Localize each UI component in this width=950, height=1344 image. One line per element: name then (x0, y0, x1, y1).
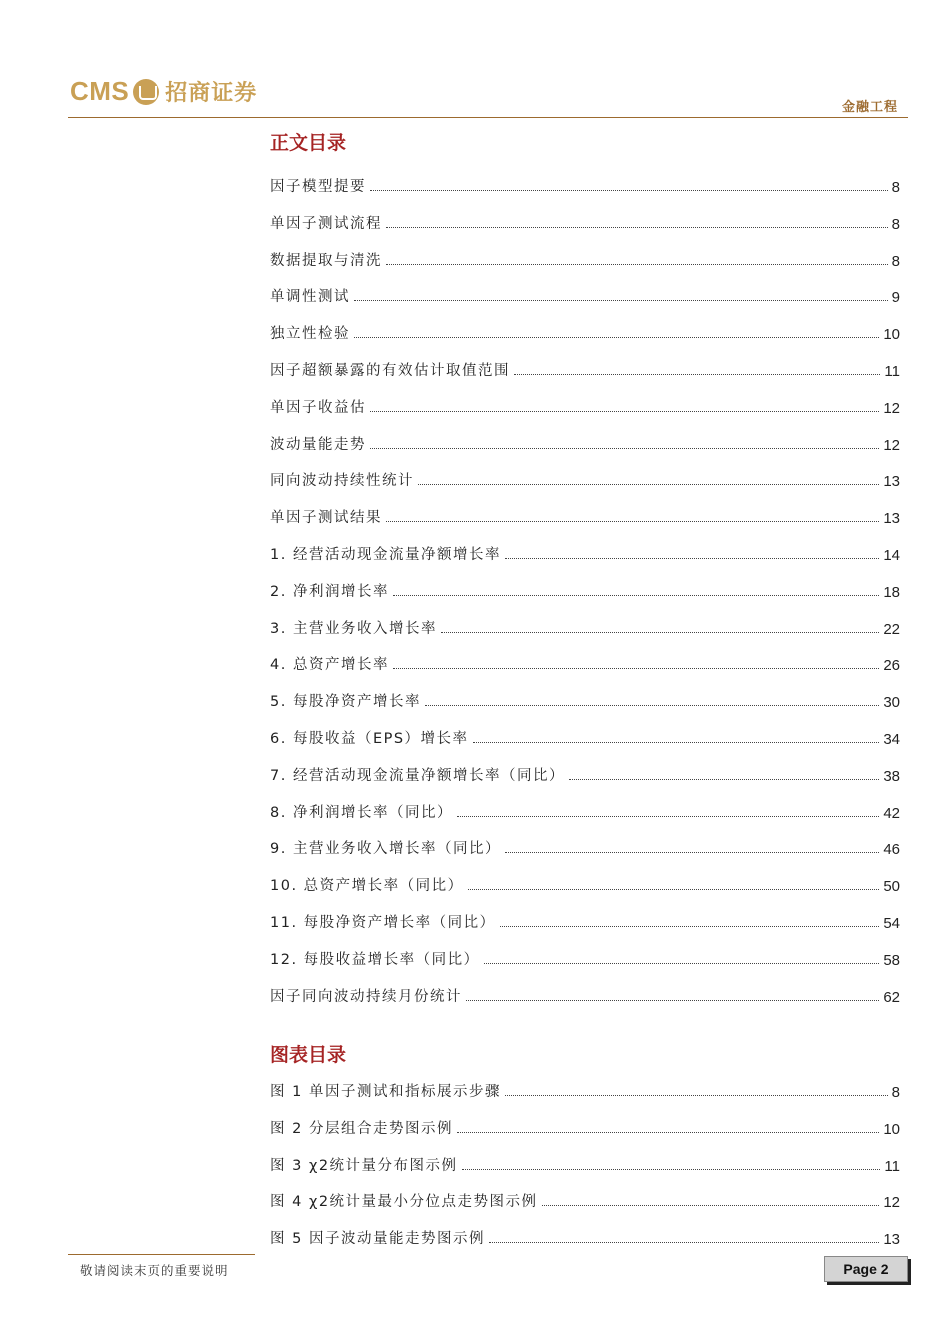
toc-entry-page: 14 (883, 547, 900, 564)
toc-entry-page: 38 (883, 767, 900, 785)
toc-entry[interactable] (270, 544, 900, 564)
toc-entry[interactable] (270, 986, 900, 1006)
toc-entry-label: 图 3 χ2统计量分布图示例 (270, 1157, 458, 1174)
toc-entry-label: 图 4 χ2统计量最小分位点走势图示例 (270, 1194, 538, 1211)
toc-dot-leader (466, 1000, 879, 1001)
toc-entry[interactable] (270, 802, 900, 822)
toc-entry[interactable] (270, 507, 900, 527)
toc-entry-label: 因子超额暴露的有效估计取值范围 (270, 363, 510, 379)
page-number-badge: Page 2 (824, 1256, 908, 1282)
toc-entry-page: 8 (891, 1084, 900, 1101)
toc-entry-page: 46 (883, 841, 900, 859)
toc-entry[interactable] (270, 691, 900, 711)
toc-entry[interactable] (270, 728, 900, 748)
figure-toc-entry[interactable] (270, 1081, 900, 1101)
toc-dot-leader (505, 852, 879, 853)
toc-dot-leader (386, 227, 888, 228)
toc-entry-page: 62 (883, 988, 900, 1006)
toc-entry-label: 5. 每股净资产增长率 (270, 694, 421, 711)
toc-entry[interactable] (270, 949, 900, 969)
toc-dot-leader (505, 1095, 888, 1096)
toc-dot-leader (489, 1242, 879, 1243)
toc-entry-page: 10 (883, 1120, 900, 1138)
toc-entry-label: 波动量能走势 (270, 436, 366, 453)
toc-entry-page: 34 (883, 731, 900, 748)
toc-entry-page: 8 (891, 252, 900, 270)
company-logo (70, 76, 257, 107)
toc-entry-page: 12 (883, 436, 900, 454)
toc-entry-label: 11. 每股净资产增长率（同比） (270, 915, 496, 931)
toc-entry-label: 2. 净利润增长率 (270, 583, 389, 600)
toc-dot-leader (441, 632, 879, 633)
toc-dot-leader (354, 337, 879, 338)
figure-toc-entry[interactable] (270, 1228, 900, 1248)
toc-entry-page: 22 (883, 620, 900, 638)
figure-toc-title: 图表目录 (270, 1044, 347, 1066)
toc-entry-page: 11 (884, 1157, 900, 1175)
toc-dot-leader (386, 264, 888, 265)
toc-entry-page: 50 (883, 878, 900, 896)
toc-entry-page: 11 (884, 363, 900, 380)
toc-entry[interactable] (270, 434, 900, 454)
toc-entry[interactable] (270, 912, 900, 932)
toc-entry-label: 7. 经营活动现金流量净额增长率（同比） (270, 767, 565, 784)
toc-entry[interactable] (270, 765, 900, 785)
disclaimer-note: 敬请阅读末页的重要说明 (80, 1263, 229, 1278)
toc-entry-page: 30 (883, 694, 900, 712)
toc-entry-label: 单因子测试结果 (270, 510, 382, 527)
toc-dot-leader (370, 448, 879, 449)
toc-entry-page: 8 (891, 215, 900, 233)
toc-entry-label: 因子模型提要 (270, 179, 366, 195)
toc-entry-label: 1. 经营活动现金流量净额增长率 (270, 547, 501, 563)
toc-dot-leader (354, 300, 888, 301)
toc-dot-leader (542, 1205, 880, 1206)
toc-dot-leader (393, 668, 879, 669)
toc-entry[interactable] (270, 618, 900, 638)
toc-entry-label: 独立性检验 (270, 326, 350, 343)
department-label: 金融工程 (841, 100, 898, 115)
toc-entry-page: 12 (883, 1194, 900, 1212)
toc-dot-leader (468, 889, 880, 890)
toc-dot-leader (514, 374, 880, 375)
logo-emblem-icon (133, 79, 159, 105)
toc-entry[interactable] (270, 838, 900, 858)
toc-entry-label: 单因子测试流程 (270, 215, 382, 232)
logo-latin-text: CMS (70, 76, 130, 106)
toc-dot-leader (457, 1132, 879, 1133)
toc-entry-page: 10 (883, 326, 900, 344)
toc-dot-leader (418, 484, 879, 485)
toc-entry-label: 图 5 因子波动量能走势图示例 (270, 1231, 485, 1248)
toc-dot-leader (370, 190, 888, 191)
footer-divider (68, 1254, 255, 1255)
toc-entry-page: 13 (883, 510, 900, 528)
toc-entry[interactable] (270, 397, 900, 417)
toc-entry-label: 图 1 单因子测试和指标展示步骤 (270, 1084, 501, 1100)
toc-dot-leader (457, 816, 879, 817)
toc-entry-page: 8 (891, 179, 900, 196)
toc-entry[interactable] (270, 654, 900, 674)
toc-entry-page: 13 (883, 473, 900, 491)
toc-dot-leader (393, 595, 879, 596)
toc-dot-leader (569, 779, 879, 780)
figure-toc-entry[interactable] (270, 1191, 900, 1211)
toc-entry-label: 12. 每股收益增长率（同比） (270, 951, 480, 968)
main-toc-title: 正文目录 (270, 132, 347, 154)
page-header (0, 0, 950, 120)
toc-dot-leader (386, 521, 879, 522)
toc-entry-label: 图 2 分层组合走势图示例 (270, 1120, 453, 1137)
toc-entry-page: 9 (891, 289, 900, 307)
toc-entry-label: 单调性测试 (270, 289, 350, 306)
toc-entry-label: 6. 每股收益（EPS）增长率 (270, 731, 469, 747)
toc-dot-leader (370, 411, 879, 412)
toc-dot-leader (462, 1169, 881, 1170)
toc-entry-page: 13 (883, 1231, 900, 1249)
toc-entry[interactable] (270, 360, 900, 380)
header-divider (68, 117, 908, 118)
toc-entry[interactable] (270, 176, 900, 196)
toc-entry-label: 8. 净利润增长率（同比） (270, 804, 453, 821)
toc-entry-label: 单因子收益估 (270, 399, 366, 416)
logo-chinese-text: 招商证券 (165, 80, 258, 106)
toc-entry[interactable] (270, 213, 900, 233)
toc-entry-page: 42 (883, 804, 900, 822)
toc-entry[interactable] (270, 286, 900, 306)
toc-dot-leader (505, 558, 879, 559)
toc-entry-label: 数据提取与清洗 (270, 252, 382, 269)
toc-dot-leader (473, 742, 880, 743)
figure-toc-entry[interactable] (270, 1118, 900, 1138)
toc-entry-page: 26 (883, 657, 900, 675)
toc-entry-page: 58 (883, 951, 900, 969)
toc-dot-leader (500, 926, 880, 927)
toc-entry-label: 3. 主营业务收入增长率 (270, 620, 437, 637)
toc-dot-leader (484, 963, 880, 964)
toc-entry-page: 12 (883, 399, 900, 417)
toc-entry-label: 因子同向波动持续月份统计 (270, 988, 462, 1005)
toc-entry-label: 9. 主营业务收入增长率（同比） (270, 841, 501, 858)
toc-entry[interactable] (270, 250, 900, 270)
toc-entry[interactable] (270, 875, 900, 895)
toc-entry-label: 10. 总资产增长率（同比） (270, 878, 464, 895)
toc-entry-page: 18 (883, 583, 900, 601)
toc-entry-page: 54 (883, 915, 900, 932)
toc-entry-label: 同向波动持续性统计 (270, 473, 414, 490)
toc-dot-leader (425, 705, 879, 706)
figure-toc-entry[interactable] (270, 1155, 900, 1175)
toc-entry[interactable] (270, 323, 900, 343)
toc-entry-label: 4. 总资产增长率 (270, 657, 389, 674)
toc-entry[interactable] (270, 470, 900, 490)
toc-entry[interactable] (270, 581, 900, 601)
